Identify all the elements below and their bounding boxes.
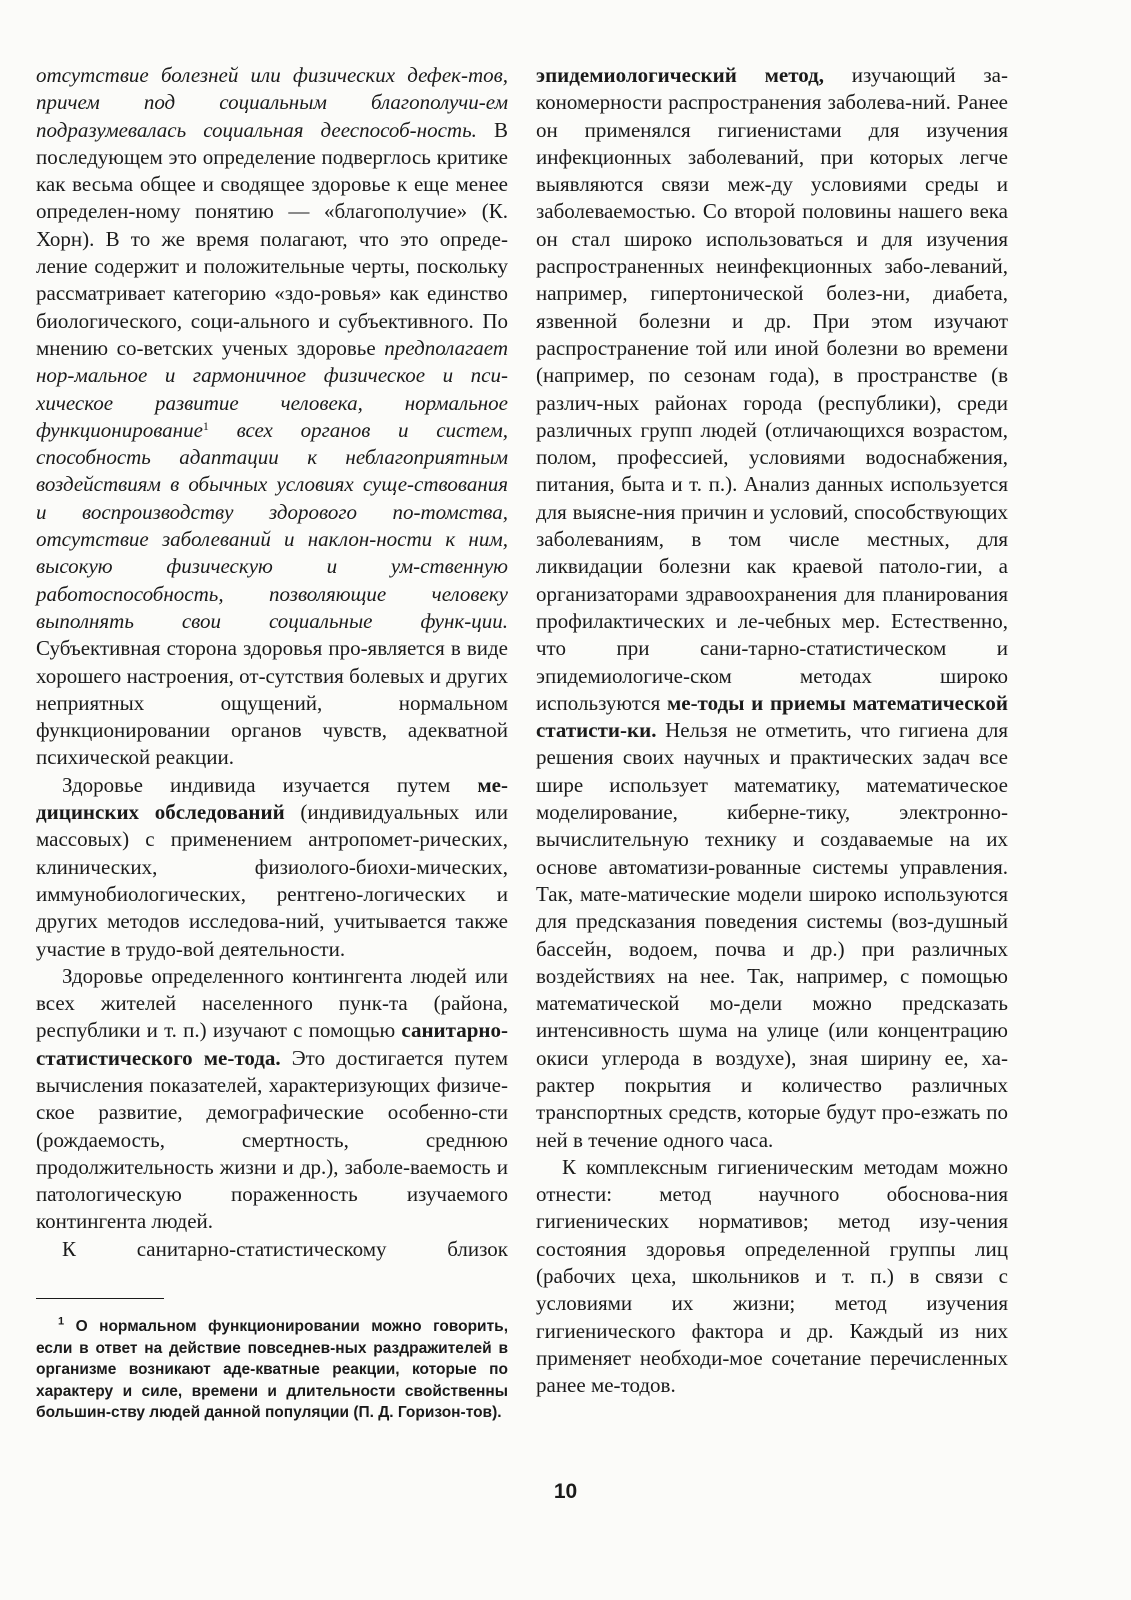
- paragraph: [536, 1154, 1008, 1400]
- paragraph: [36, 772, 508, 963]
- right-column: [536, 62, 1008, 1400]
- body-text: Здоровье индивида изучается путем: [62, 772, 478, 797]
- paragraph: [36, 963, 508, 1236]
- body-text: (индивидуальных или массовых) с применением антропомет-рических, клинических, физиолого-биохи-мических, иммунобиологических, рентгено-логических и других методов исследова-ний, учитывается также участие в трудо-вой деятельности.: [36, 800, 508, 961]
- footnote: [36, 1316, 508, 1424]
- paragraph: [536, 62, 1008, 1154]
- italic-text: предполагает нор-мальное и гармоничное физическое и пси-хическое развитие человека, нормальное функционирование: [36, 335, 508, 442]
- body-text: В последующем это определение подверглось критике как весьма общее и сводящее здоровье к еще менее определен-ному понятию — «благополучие» (К. Хорн). В то же время полагают, что это опреде-ление содержит и положительные черты, поскольку рассматривает категорию «здо-ровья» как единство биологического, соци-ального и субъективного. По мнению со-ветских ученых здоровье: [36, 117, 508, 360]
- bold-term: ме-дицинских обследований: [36, 772, 508, 825]
- footnote-divider: [36, 1298, 164, 1299]
- footnote-number: 1: [58, 1315, 65, 1328]
- body-text: Нельзя не отметить, что гигиена для решения своих научных и практических задач все шире использует математику, математическое моделирование, киберне-тику, электронно-вычислительную технику и создаваемые на их основе автоматизи-рованные системы управления. Так, мате-матические модели широко используются для предсказания поведения системы (воз-душный бассейн, водоем, почва и др.) при различных воздействиях на нее. Так, например, с помощью математической мо-дели можно предсказать интенсивность шума на улице (или концентрацию окиси углерода в воздухе), зная ширину ее, ха-рактер покрытия и количество различных транспортных средств, которые будут про-езжать по ней в течение одного часа.: [536, 718, 1008, 1152]
- bold-term: эпидемиологический метод,: [536, 63, 825, 87]
- page-number: 10: [553, 1480, 578, 1503]
- footnote-marker: 1: [202, 418, 209, 433]
- footnote-text: О нормальном функционировании можно говорить, если в ответ на действие повседнев-ных раздражителей в организме возникают аде-кватные реакции, которые по характеру и силе, времени и длительности свойственны большин-ству людей данной популяции (П. Д. Горизон-тов).: [36, 1318, 508, 1422]
- italic-text: всех органов и систем, способность адаптации к неблагоприятным воздействиям в обычных условиях суще-ствования и воспроизводству здорового по-томства, отсутствие заболеваний и наклон-ности к ним, высокую физическую и ум-ственную работоспособность, позволяющие человеку выполнять свои социальные функ-ции.: [36, 417, 508, 633]
- body-text: Здоровье определенного контингента людей или всех жителей населенного пунк-та (района, республики и т. п.) изучают с помощью: [36, 963, 508, 1043]
- left-column: [36, 62, 508, 1263]
- paragraph: [36, 62, 508, 772]
- body-text: К комплексным гигиеническим методам можно отнести: метод научного обоснова-ния гигиенических нормативов; метод изу-чения состояния здоровья определенной группы лиц (рабочих цеха, школьников и т. п.) в связи с условиями их жизни; метод изучения гигиенического фактора и др. Каждый из них применяет необходи-мое сочетание перечисленных ранее ме-тодов.: [536, 1154, 1008, 1398]
- body-text: Это достигается путем вычисления показателей, характеризующих физиче-ское развитие, демографические особенно-сти (рождаемость, смертность, среднюю продолжительность жизни и др.), заболе-ваемость и патологическую пораженность изучаемого контингента людей.: [36, 1045, 508, 1234]
- bold-term: ме-тоды и приемы математической статисти-ки.: [536, 690, 1008, 743]
- paragraph: [36, 1236, 508, 1263]
- body-text: К санитарно-статистическому близок: [62, 1236, 508, 1261]
- bold-term: санитарно-статистического ме-тода.: [36, 1018, 508, 1070]
- body-text: изучающий за-кономерности распространения заболева-ний. Ранее он применялся гигиенистами для изучения инфекционных заболеваний, при которых легче выявляются связи меж-ду условиями среды и заболеваемостью. Со второй половины нашего века он стал широко использоваться и для изучения распространенных неинфекционных забо-леваний, например, гипертонической болез-ни, диабета, язвенной болезни и др. При этом изучают распространение той или иной болезни во времени (например, по сезонам года), в пространстве (в различ-ных районах города (республики), среди различных групп людей (отличающихся возрастом, полом, профессией, условиями водоснабжения, питания, быта и т. п.). Анализ данных используется для выясне-ния причин и условий, способствующих заболеваниям, в том числе местных, для ликвидации болезни как краевой патоло-гии, а организаторами здравоохранения для планирования профилактических и ле-чебных мер. Естественно, что при сани-тарно-статистическом и эпидемиологиче-ском методах широко используются: [536, 63, 1008, 715]
- body-text: Субъективная сторона здоровья про-является в виде хорошего настроения, от-сутствия болевых и других неприятных ощущений, нормальном функционировании органов чувств, адекватной психической реакции.: [36, 636, 508, 770]
- italic-text: отсутствие болезней или физических дефек-тов, причем под социальным благополучи-ем подразумевалась социальная дееспособ-ность.: [36, 63, 508, 142]
